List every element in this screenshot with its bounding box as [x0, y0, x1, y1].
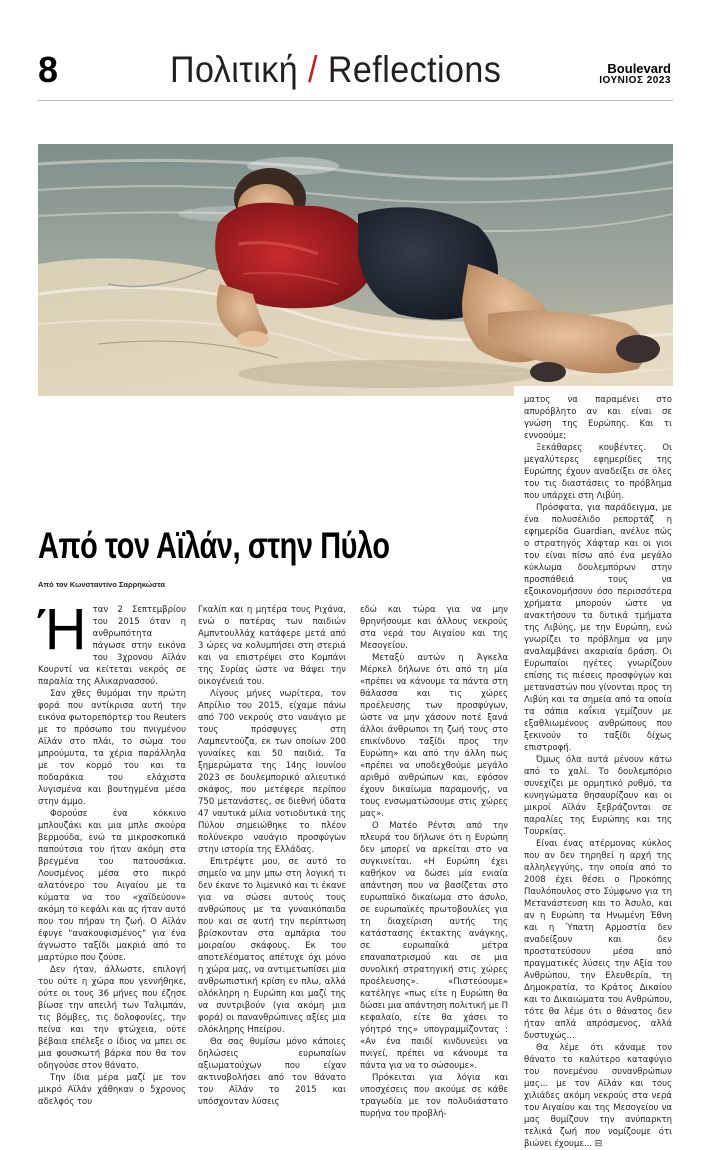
- paragraph: Σαν χθες θυμόμαι την πρώτη φορά που αντίκρισα αυτή την εικόνα φωτορεπόρτερ του Reuters με το πρόσωπο του πνιγμένου Αϊλάν στο πλάι, το σώμα του μπρούμυτα, τα χέρια παράλληλα με τον κορμό του και τα ποδαράκια του ελάχιστα λυγισμένα και βουτηγμένα μέσα στην άμμο.: [38, 689, 186, 807]
- article-illustration: [38, 144, 673, 396]
- end-mark-icon: ⊟: [594, 1139, 603, 1149]
- section-title: [170, 48, 501, 92]
- paragraph: [524, 1042, 672, 1150]
- header-divider: [38, 100, 673, 101]
- paragraph: ματος να παραμένει στο απυρόβλητο αν και είναι σε γνώση της Ευρώπης. Και τι εννοούμε;: [524, 395, 672, 441]
- paragraph: Θα σας θυμίσω μόνο κάποιες δηλώσεις ευρωπαίων αξιωματούχων που είχαν ακτινοβολήσει από τον θάνατο του Αϊλάν το 2015 και υπόσχονταν λύσεις: [198, 1037, 346, 1107]
- paragraph-text: Θα λέμε ότι κάναμε τον θάνατο το καλύτερο καταφύγιο του πονεμένου συνανθρώπων μας... με τον Αϊλάν και τους χιλιάδες ακόμη νεκρούς στα νερά του Αιγαίου και της Μεσογείου να μας θυμίζουν την ανύπαρκτη τελικά ζωή που νομίζουμε ότι βιώνει έχουμε...: [524, 1043, 672, 1149]
- paragraph: Γκαλίπ και η μητέρα τους Ριχάνα, ενώ ο πατέρας των παιδιών Αμπντουλλάχ κατάφερε μετά από 3 ώρες να κολυμπήσει στη στεριά και να επιστρέψει στο Κομπάνι της Συρίας ώστε να θάψει την οικογένειά του.: [198, 605, 346, 687]
- masthead-brand: [599, 62, 671, 87]
- paragraph: Φορούσε ένα κόκκινο μπλουζάκι και μια μπλε σκούρα βερμούδα, ενώ τα μικροσκοπικά παπούτσια του ήταν ακόμη στα βρεγμένα του πατουσάκια. Λουσμένος μέσα στο πικρό αλατόνερο του Αιγαίου με τα κύματα να του «χαϊδεύουν» ακόμη το κεφάλι και ας ήταν αυτό που του πήραν τη ζωή. Ο Αϊλάν έφυγε "ανακουφισμένος" για ένα άγνωστο ταξίδι μακριά από το μαρτύριο που ζούσε.: [38, 809, 186, 963]
- paragraph: Είναι ένας ατέρμονας κύκλος που αν δεν τηρηθεί η αρχή της αλληλεγγύης, την οποία από το 2008 έχει θέσει ο Προκόπης Παυλόπουλος στο Σύμφωνο για τη Μετανάστευση και το Άσυλο, και αν η Ευρώπη τα Ηνωμένη Έθνη και η Ύπατη Αρμοστία δεν αναδείξουν και δεν προστατεύσουν μέσα από πραγματικές λύσεις την Αξία του Ανθρώπου, την Ελευθερία, τη Δημοκρατία, το Κράτος Δικαίου και το Δικαιώματα του Ανθρώπου, τότε θα λέμε ότι ο θάνατος δεν ήταν απλά απρόσμενος, αλλά δυστυχώς...: [524, 839, 672, 1041]
- paragraph: Πρόκειται για λόγια και υποσχέσεις που ακούμε σε κάθε τραγωδία με τον πολυδιάστατο πυρήνα του προβλή-: [360, 1073, 508, 1119]
- section-title-english: Reflections: [327, 49, 502, 90]
- paragraph: Πρόσφατα, για παράδειγμα, με ένα πολυσέλιδο ρεπορτάζ η εφημερίδα Guardian, ανέλυε πώς ο στρατηγός Χάφταρ και οι γιοι του είναι πίσω από ένα μεγάλο κύκλωμα δουλεμπόρων στην προσπάθειά τους να εξοικονομήσουν όσο περισσότερα χρήματα μπορούν ώστε να ανακτήσουν τα δυτικά τμήματα της Λιβύης, με την Ευρώπη, ενώ γνωρίζει το πρόβλημα να μην αναλαμβάνει ακαριαία δράση. Οι Ευρωπαίοι ηγέτες γνωρίζουν επίσης τις πιέσεις προσφύγων και μεταναστών που γίνονται προς τη Λιβύη και τα σημεία από τα οποία τα σάπια καΐκια γεμίζουν με εξαθλιωμένους ανθρώπους που ξεκινούν το ταξίδι δίχως επιστροφή.: [524, 503, 672, 753]
- paragraph: Την ίδια μέρα μαζί με τον μικρό Αϊλάν χάθηκαν ο 5χρονος αδελφός του: [38, 1073, 186, 1107]
- issue-date: ΙΟΥΝΙΟΣ 2023: [599, 75, 671, 86]
- article-column-3: [360, 604, 508, 1120]
- page-number: 8: [38, 49, 59, 90]
- paragraph: Δεν ήταν, άλλωστε, επιλογή του ούτε η χώρα που γεννήθηκε, ούτε οι τους 36 μήνες που έζησε βίωσε την απειλή των Ταλιμπάν, τις βόμβες, τις δολοφονίες, την πείνα και την φτώχεια, ούτε βέβαια επέλεξε ο ίδιος να μπει σε μια φουσκωτή βάρκα που θα τον οδηγούσε στον θάνατο.: [38, 965, 186, 1071]
- article-column-4: [524, 394, 672, 1150]
- paragraph: ταν 2 Σεπτεμβρίου του 2015 όταν η ανθρωπότητα πάγωσε στην εικόνα του 3χρονου Αϊλάν Κουρντί να κείτεται νεκρός σε παραλία της Αλικαρνασσού.: [38, 605, 186, 687]
- dropcap-letter: Ή: [38, 597, 87, 662]
- paragraph: εδώ και τώρα για να μην θρηνήσουμε και άλλους νεκρούς στα νερά του Αιγαίου και της Μεσογείου.: [360, 605, 508, 651]
- paragraph: Μεταξύ αυτών η Άγκελα Μέρκελ δήλωνε ότι από τη μία «πρέπει να κάνουμε τα πάντα στη θάλασσα και τις χώρες προέλευσης των προσφύγων, ώστε να μην χάσουν ποτέ ξανά άλλοι άνθρωποι τη ζωή τους στο επικίνδυνο ταξίδι προς την Ευρώπη» και από την άλλη πως «πρέπει να υποδεχθούμε μεγάλο αριθμό ανθρώπων και, εφόσον έχουν δικαίωμα παραμονής, να τους ενσωματώσουμε στις χώρες μας».: [360, 653, 508, 819]
- section-title-slash: /: [308, 49, 318, 90]
- section-title-greek: Πολιτική: [170, 49, 299, 90]
- brand-name: Boulevard: [607, 61, 671, 76]
- paragraph: Ξεκάθαρες κουβέντες. Οι μεγαλύτερες εφημερίδες της Ευρώπης έχουν αναδείξει σε όλες του τις διαστάσεις το πρόβλημα που υπάρχει στη Λιβύη.: [524, 443, 672, 501]
- article-byline: Από τον Κωνσταντίνο Σαρρηκώστα: [38, 580, 165, 589]
- article-headline: Από τον Αϊλάν, στην Πύλο: [38, 525, 390, 566]
- paragraph: Όμως όλα αυτά μένουν κάτω από το χαλί. Το δουλεμπόριο συνεχίζει με ορμητικό ρυθμό, τα κυνηγώματα θησαυρίζουν και οι μικροί Αϊλάν ξεβράζονται σε παραλίες της Ευρώπης και της Τουρκίας.: [524, 755, 672, 837]
- article-column-2: [198, 604, 346, 1108]
- illustration-svg: [38, 144, 673, 396]
- paragraph: Επιτρέψτε μου, σε αυτό το σημείο να μην μπω στη λογική τι δεν έκανε το λιμενικό και τι έκανε για να σώσει αυτούς τους ανθρώπους με τα γυναικόπαιδα που και σε αυτή την περίπτωση βρίσκονταν στα αμπάρια του μοιραίου σκάφους. Εκ του αποτελέσματος απέτυχε όχι μόνο η χώρα μας, να αντιμετωπίσει μια ανθρωπιστική κρίση εν πλω, αλλά ολόκληρη η Ευρώπη και μαζί της να συντριβούν (για ακόμη μια φορά) οι πανανθρώπινες αξίες μια ολόκληρης Ηπείρου.: [198, 857, 346, 1035]
- paragraph: Λίγους μήνες νωρίτερα, τον Απρίλιο του 2015, είχαμε πάνω από 700 νεκρούς στο ναυάγιο με τους πρόσφυγες στη Λαμπεντούζα, εκ των οποίων 200 γυναίκες και 50 παιδιά. Τα ξημερώματα της 14ης Ιουνίου 2023 σε δουλεμπορικό αλιευτικό σκάφος, που μετέφερε περίπου 750 μετανάστες, σε διεθνή ύδατα 47 ναυτικά μίλια νοτιοδυτικά της Πύλου σημειώθηκε το πλέον πολύνεκρο ναυάγιο προσφύγων στην ιστορία της Ελλάδας.: [198, 689, 346, 855]
- paragraph: Ο Ματέο Ρέντσι από την πλευρά του δήλωνε ότι η Ευρώπη δεν μπορεί να αρκείται στο να συγκινείται. «Η Ευρώπη έχει καθήκον να δώσει μία ενιαία απάντηση που να βασίζεται στο ευρωπαϊκό δικαίωμα στο άσυλο, σε ευρωπαϊκές πρωτοβουλίες για τη διαχείριση αυτής της κατάστασης έκτακτης ανάγκης, σε ευρωπαϊκά μέτρα επαναπατρισμού και σε μια συνολική στρατηγική στις χώρες προέλευσης». «Πιστεύουμε» κατέληγε «πως είτε η Ευρώπη θα δώσει μια απάντηση πολιτική με Π κεφαλαίο, είτε θα χάσει το γόητρό της» υπογραμμίζοντας : «Αν ένα παιδί κινδυνεύει να πνιγεί, πρέπει να κάνουμε τα πάντα για να το σώσουμε».: [360, 821, 508, 1071]
- article-column-1: [38, 597, 186, 1108]
